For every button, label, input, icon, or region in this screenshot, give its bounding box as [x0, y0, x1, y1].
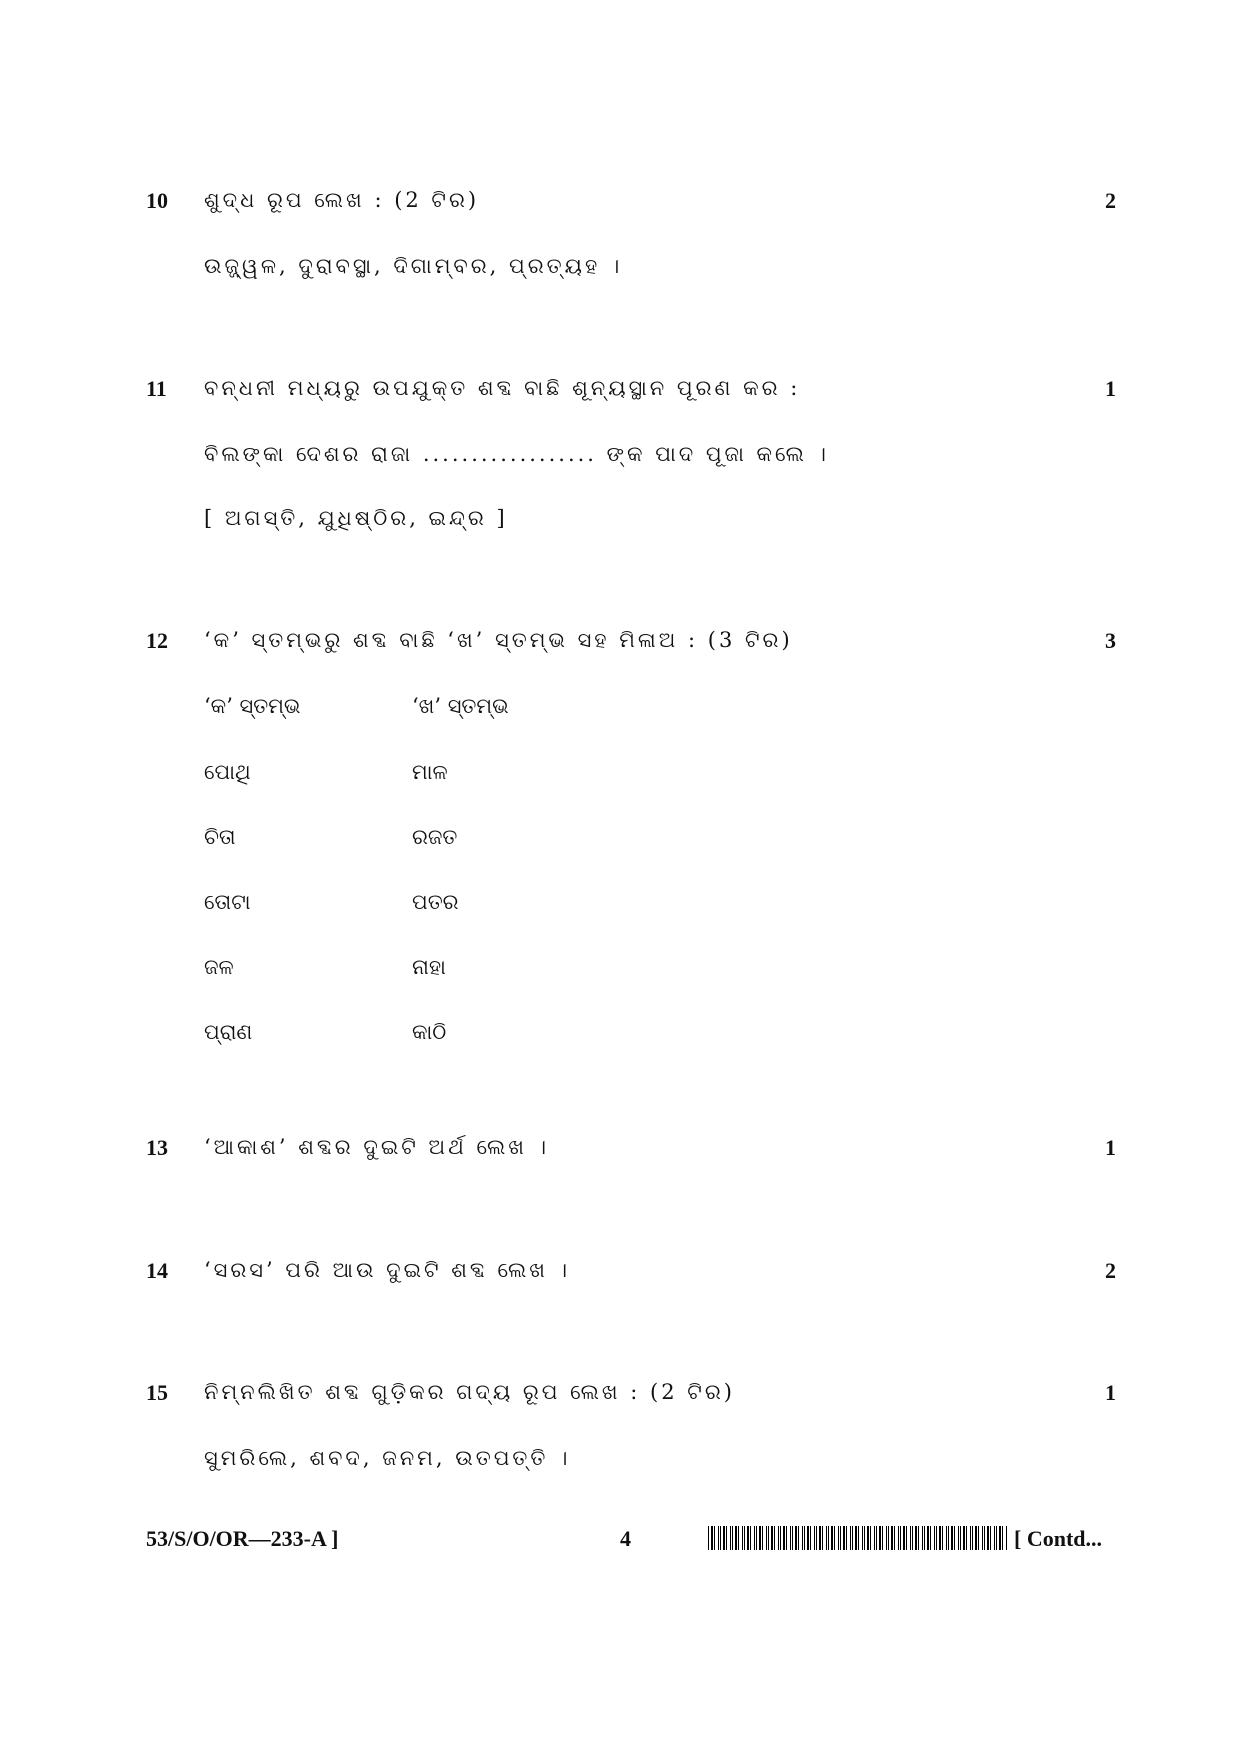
- column-a-item: ପ୍ରାଣ: [204, 1020, 253, 1044]
- question-number: 10: [146, 188, 168, 213]
- column-b-item: ପତର: [412, 890, 459, 914]
- question-number: 11: [146, 376, 167, 401]
- column-a-item: ପୋଥି: [204, 760, 251, 784]
- question-marks: 1: [1105, 1135, 1116, 1160]
- question-answer-line: ସୁମରିଲେ, ଶବଦ, ଜନମ, ଉତପତ୍ତି ।: [204, 1446, 571, 1470]
- options-bracket: [ ଅଗସ୍ତି, ଯୁଧିଷ୍ଠିର, ଇନ୍ଦ୍ର ]: [204, 506, 508, 530]
- question-marks: 3: [1105, 628, 1116, 653]
- question-answer-line: ଉଜ୍ଜ୍ୱଳ, ଦୁରାବସ୍ଥା, ଦିଗାମ୍ବର, ପ୍ରତ୍ୟହ ।: [204, 254, 623, 278]
- question-marks: 2: [1105, 1258, 1116, 1283]
- barcode: [708, 1526, 1008, 1550]
- question-marks: 1: [1105, 1380, 1116, 1405]
- question-marks: 2: [1105, 188, 1116, 213]
- column-b-item: ମାଳ: [412, 760, 448, 784]
- question-text: ‘ଆକାଶ’ ଶବ୍ଦର ଦୁଇଟି ଅର୍ଥ ଲେଖ ।: [204, 1135, 550, 1159]
- page-number: 4: [620, 1526, 631, 1551]
- question-number: 15: [146, 1380, 168, 1405]
- column-b-header: ‘ଖ’ ସ୍ତମ୍ଭ: [412, 694, 509, 718]
- fill-blank-sentence: ବିଲଙ୍କା ଦେଶର ରାଜା .................. ଙ୍କ ପାଦ ପୂଜା କଲେ ।: [204, 442, 829, 466]
- column-b-item: ରଜତ: [412, 825, 458, 849]
- continued-label: [ Contd...: [1014, 1526, 1103, 1551]
- column-b-item: କାଠି: [412, 1020, 447, 1044]
- question-number: 13: [146, 1135, 168, 1160]
- question-text: ‘କ’ ସ୍ତମ୍ଭରୁ ଶବ୍ଦ ବାଛି ‘ଖ’ ସ୍ତମ୍ଭ ସହ ମିଳାଅ : (3 ଟିର): [204, 628, 793, 652]
- question-text: ଶୁଦ୍ଧ ରୂପ ଲେଖ : (2 ଟିର): [204, 188, 480, 212]
- question-number: 12: [146, 628, 168, 653]
- question-text: ନିମ୍ନଲିଖିତ ଶବ୍ଦ ଗୁଡ଼ିକର ଗଦ୍ୟ ରୂପ ଲେଖ : (2 ଟିର): [204, 1380, 735, 1404]
- column-a-header: ‘କ’ ସ୍ତମ୍ଭ: [204, 694, 301, 718]
- column-b-item: ନାହା: [412, 955, 446, 979]
- column-a-item: ତୋଟା: [204, 890, 251, 914]
- question-text: ବନ୍ଧନୀ ମଧ୍ୟରୁ ଉପଯୁକ୍ତ ଶବ୍ଦ ବାଛି ଶୂନ୍ୟସ୍ଥାନ ପୂରଣ କର :: [204, 376, 801, 400]
- question-number: 14: [146, 1258, 168, 1283]
- page-footer: [0, 1522, 1240, 1558]
- paper-code: 53/S/O/OR—233-A ]: [146, 1526, 339, 1551]
- column-a-item: ଚିତା: [204, 825, 236, 849]
- question-text: ‘ସରସ’ ପରି ଆଉ ଦୁଇଟି ଶବ୍ଦ ଲେଖ ।: [204, 1258, 571, 1282]
- column-a-item: ଜଳ: [204, 955, 234, 979]
- question-marks: 1: [1105, 376, 1116, 401]
